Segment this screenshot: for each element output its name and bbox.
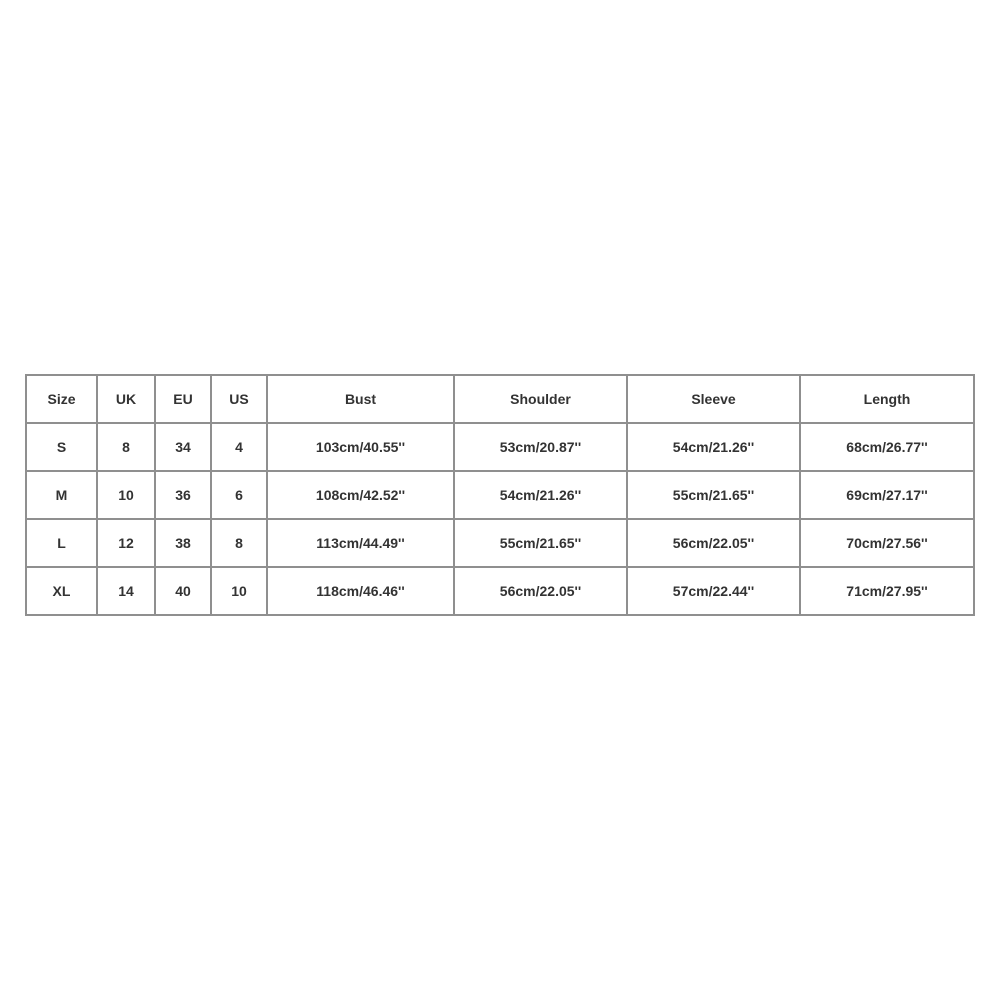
table-row [25,472,975,520]
size-chart-table [25,374,975,616]
cell-eu: 40 [156,568,212,616]
cell-shoulder: 53cm/20.87'' [455,424,628,472]
table-header-row [25,374,975,424]
cell-size: L [25,520,98,568]
cell-shoulder: 54cm/21.26'' [455,472,628,520]
cell-eu: 36 [156,472,212,520]
cell-us: 8 [212,520,268,568]
table-row [25,520,975,568]
cell-shoulder: 55cm/21.65'' [455,520,628,568]
cell-us: 10 [212,568,268,616]
cell-us: 6 [212,472,268,520]
header-cell-us: US [212,374,268,424]
cell-bust: 108cm/42.52'' [268,472,455,520]
cell-uk: 12 [98,520,156,568]
cell-bust: 113cm/44.49'' [268,520,455,568]
cell-size: XL [25,568,98,616]
cell-sleeve: 55cm/21.65'' [628,472,801,520]
cell-shoulder: 56cm/22.05'' [455,568,628,616]
header-cell-shoulder: Shoulder [455,374,628,424]
cell-length: 69cm/27.17'' [801,472,975,520]
header-cell-sleeve: Sleeve [628,374,801,424]
cell-length: 68cm/26.77'' [801,424,975,472]
cell-uk: 8 [98,424,156,472]
cell-size: M [25,472,98,520]
cell-length: 71cm/27.95'' [801,568,975,616]
cell-bust: 118cm/46.46'' [268,568,455,616]
header-cell-eu: EU [156,374,212,424]
cell-eu: 38 [156,520,212,568]
cell-sleeve: 54cm/21.26'' [628,424,801,472]
cell-us: 4 [212,424,268,472]
header-cell-bust: Bust [268,374,455,424]
table-row [25,424,975,472]
cell-uk: 10 [98,472,156,520]
cell-length: 70cm/27.56'' [801,520,975,568]
cell-eu: 34 [156,424,212,472]
cell-sleeve: 57cm/22.44'' [628,568,801,616]
header-cell-uk: UK [98,374,156,424]
cell-sleeve: 56cm/22.05'' [628,520,801,568]
cell-uk: 14 [98,568,156,616]
cell-bust: 103cm/40.55'' [268,424,455,472]
cell-size: S [25,424,98,472]
header-cell-length: Length [801,374,975,424]
header-cell-size: Size [25,374,98,424]
table-row [25,568,975,616]
